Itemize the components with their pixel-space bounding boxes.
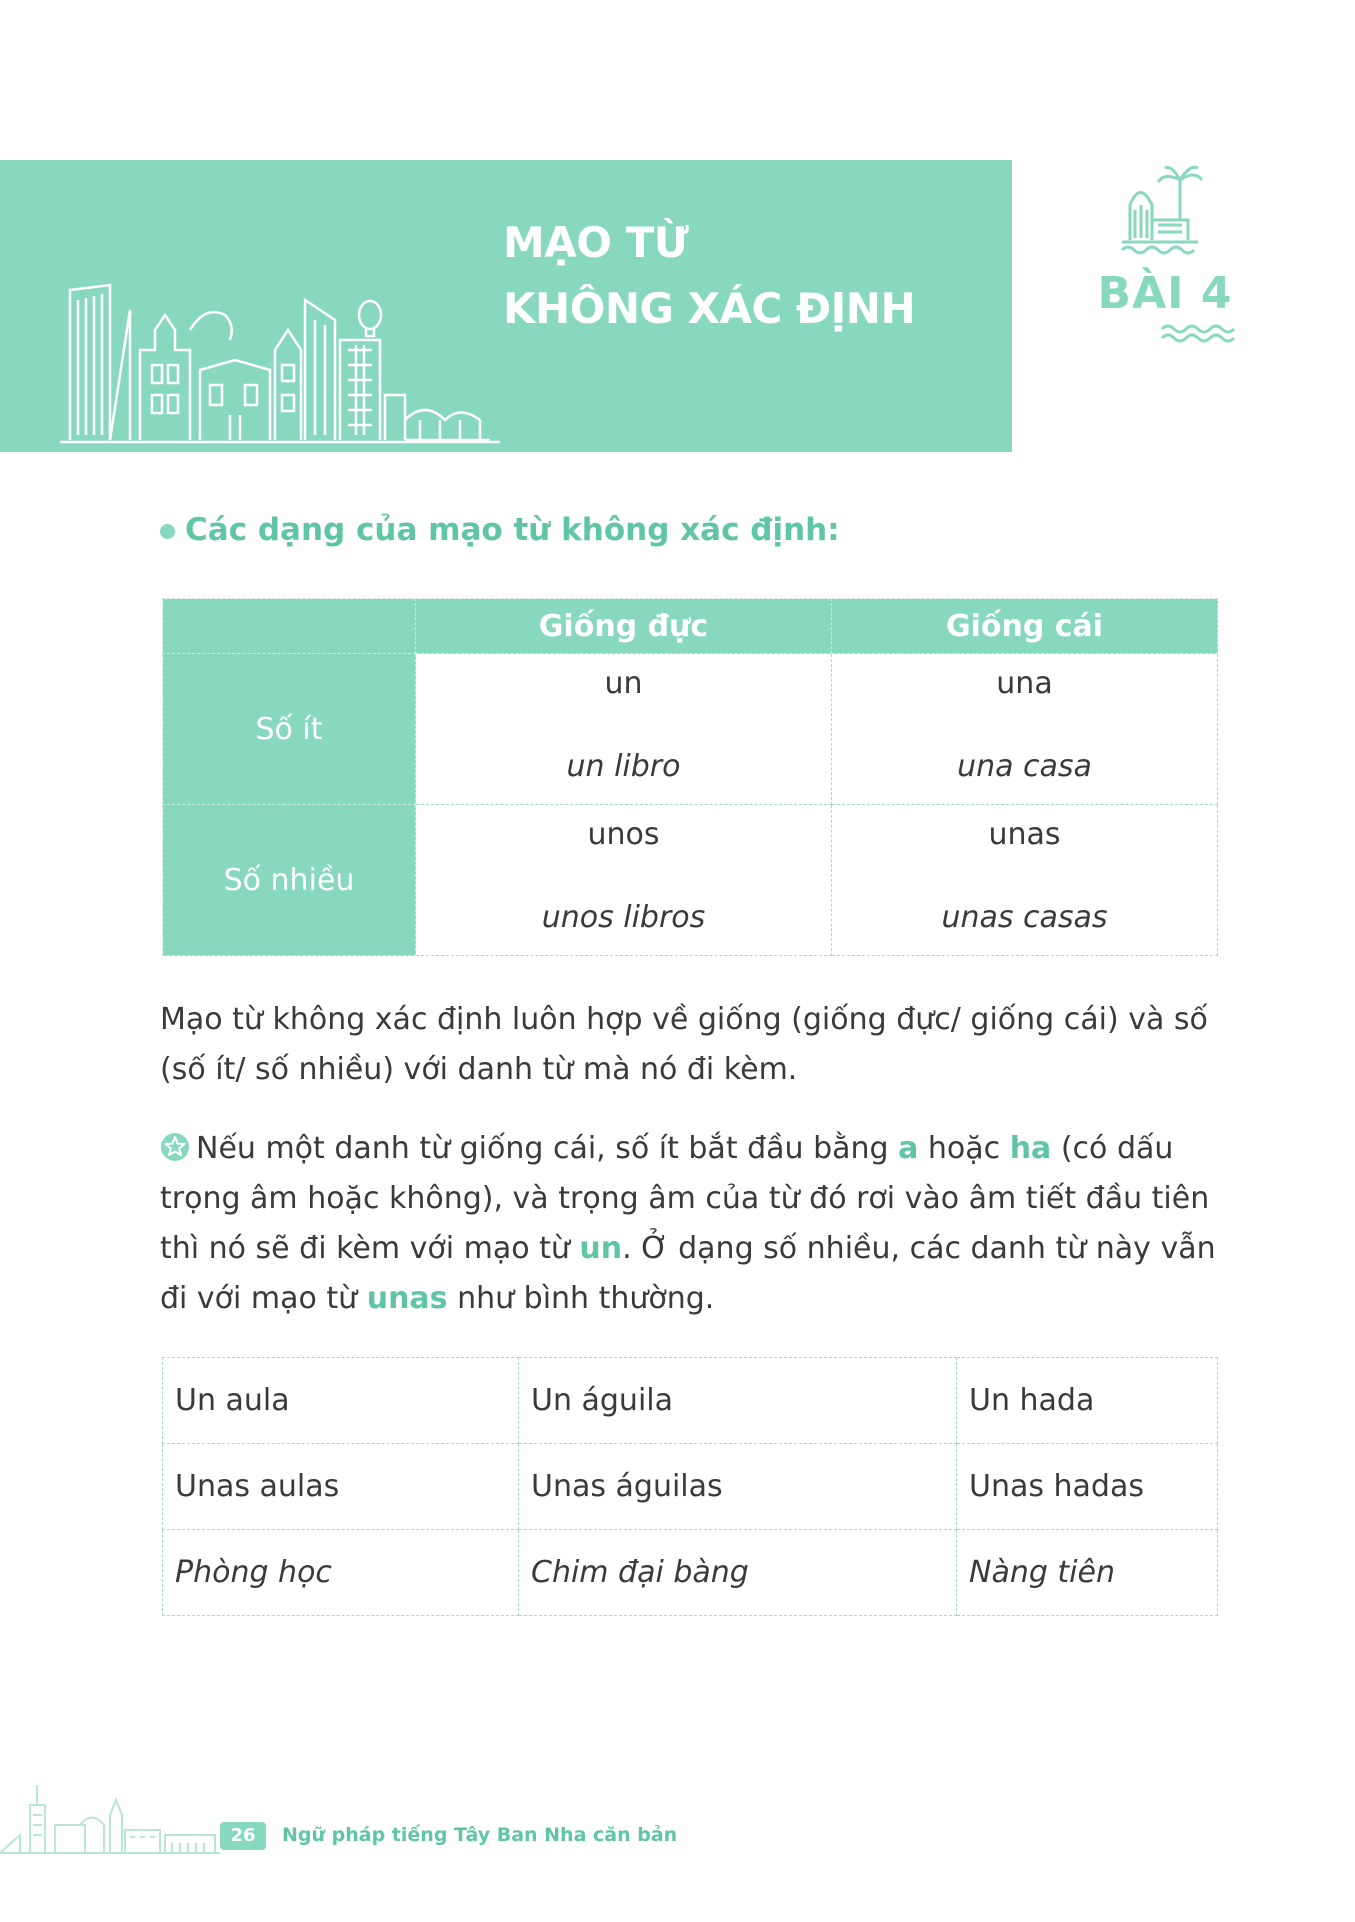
header-masculine: Giống đực: [416, 599, 832, 654]
table-cell: Unas aulas: [163, 1444, 519, 1530]
cityscape-illustration-icon: [60, 270, 500, 450]
row-label-singular: Số ít: [163, 654, 416, 805]
title-banner: [0, 160, 1012, 452]
table-cell: Nàng tiên: [957, 1530, 1218, 1616]
table-header-row: [163, 599, 1218, 654]
title-line-2: KHÔNG XÁC ĐỊNH: [503, 284, 916, 333]
lesson-label: BÀI 4: [1097, 268, 1233, 319]
example: unos libros: [541, 900, 706, 935]
article: unas: [988, 817, 1061, 852]
note-text: hoặc: [918, 1131, 1010, 1166]
note-text: như bình thường.: [447, 1281, 715, 1316]
table-cell: Unas águilas: [519, 1444, 957, 1530]
table-row: [163, 1444, 1218, 1530]
beach-hut-icon: [1110, 160, 1220, 260]
table-cell: Phòng học: [163, 1530, 519, 1616]
table-row: [163, 805, 1218, 956]
example: unas casas: [941, 900, 1108, 935]
star-badge-icon: [160, 1132, 190, 1162]
footer-skyline-icon: [0, 1765, 220, 1855]
cell-plural-masculine: [416, 805, 832, 956]
examples-table: [162, 1357, 1218, 1616]
table-cell: Chim đại bàng: [519, 1530, 957, 1616]
section-heading-text: Các dạng của mạo từ không xác định:: [185, 512, 840, 548]
page-title: [503, 210, 915, 342]
cell-singular-masculine: [416, 654, 832, 805]
title-line-1: MẠO TỪ: [503, 218, 689, 267]
article: un: [604, 666, 643, 701]
highlight-un: un: [579, 1231, 623, 1266]
highlight-unas: unas: [366, 1281, 448, 1316]
table-row: [163, 1530, 1218, 1616]
table-cell: Un águila: [519, 1358, 957, 1444]
section-heading: [160, 512, 840, 548]
cell-plural-feminine: [832, 805, 1218, 956]
wave-icon: [1160, 323, 1240, 343]
header-feminine: Giống cái: [832, 599, 1218, 654]
banner-scallop-top: [0, 153, 1012, 167]
note-text: (có dấu trọng âm hoặc không), và trọng âm của từ đó rơi vào âm tiết đầu tiên thì nó sẽ đi kèm với mạo từ: [160, 1131, 1210, 1266]
article-forms-table: [162, 598, 1218, 956]
page-number: 26: [220, 1822, 266, 1850]
highlight-ha: ha: [1009, 1131, 1052, 1166]
bullet-icon: [160, 524, 175, 539]
note-text: . Ở dạng số nhiều, các danh từ này vẫn đi với mạo từ: [160, 1231, 1216, 1316]
agreement-paragraph: Mạo từ không xác định luôn hợp về giống (giống đực/ giống cái) và số (số ít/ số nhiều) với danh từ mà nó đi kèm.: [160, 1002, 1208, 1087]
table-row: [163, 654, 1218, 805]
example: un libro: [566, 749, 681, 784]
article: una: [996, 666, 1053, 701]
example: una casa: [957, 749, 1092, 784]
row-label-plural: Số nhiều: [163, 805, 416, 956]
table-cell: Un aula: [163, 1358, 519, 1444]
header-empty: [163, 599, 416, 654]
table-cell: Unas hadas: [957, 1444, 1218, 1530]
note-paragraph: [160, 1124, 1220, 1324]
highlight-a: a: [898, 1131, 919, 1166]
table-cell: Un hada: [957, 1358, 1218, 1444]
article: unos: [587, 817, 660, 852]
book-title: Ngữ pháp tiếng Tây Ban Nha căn bản: [282, 1824, 678, 1846]
note-text: Nếu một danh từ giống cái, số ít bắt đầu bằng: [196, 1131, 899, 1166]
table-row: [163, 1358, 1218, 1444]
lesson-badge: [1090, 160, 1240, 264]
cell-singular-feminine: [832, 654, 1218, 805]
